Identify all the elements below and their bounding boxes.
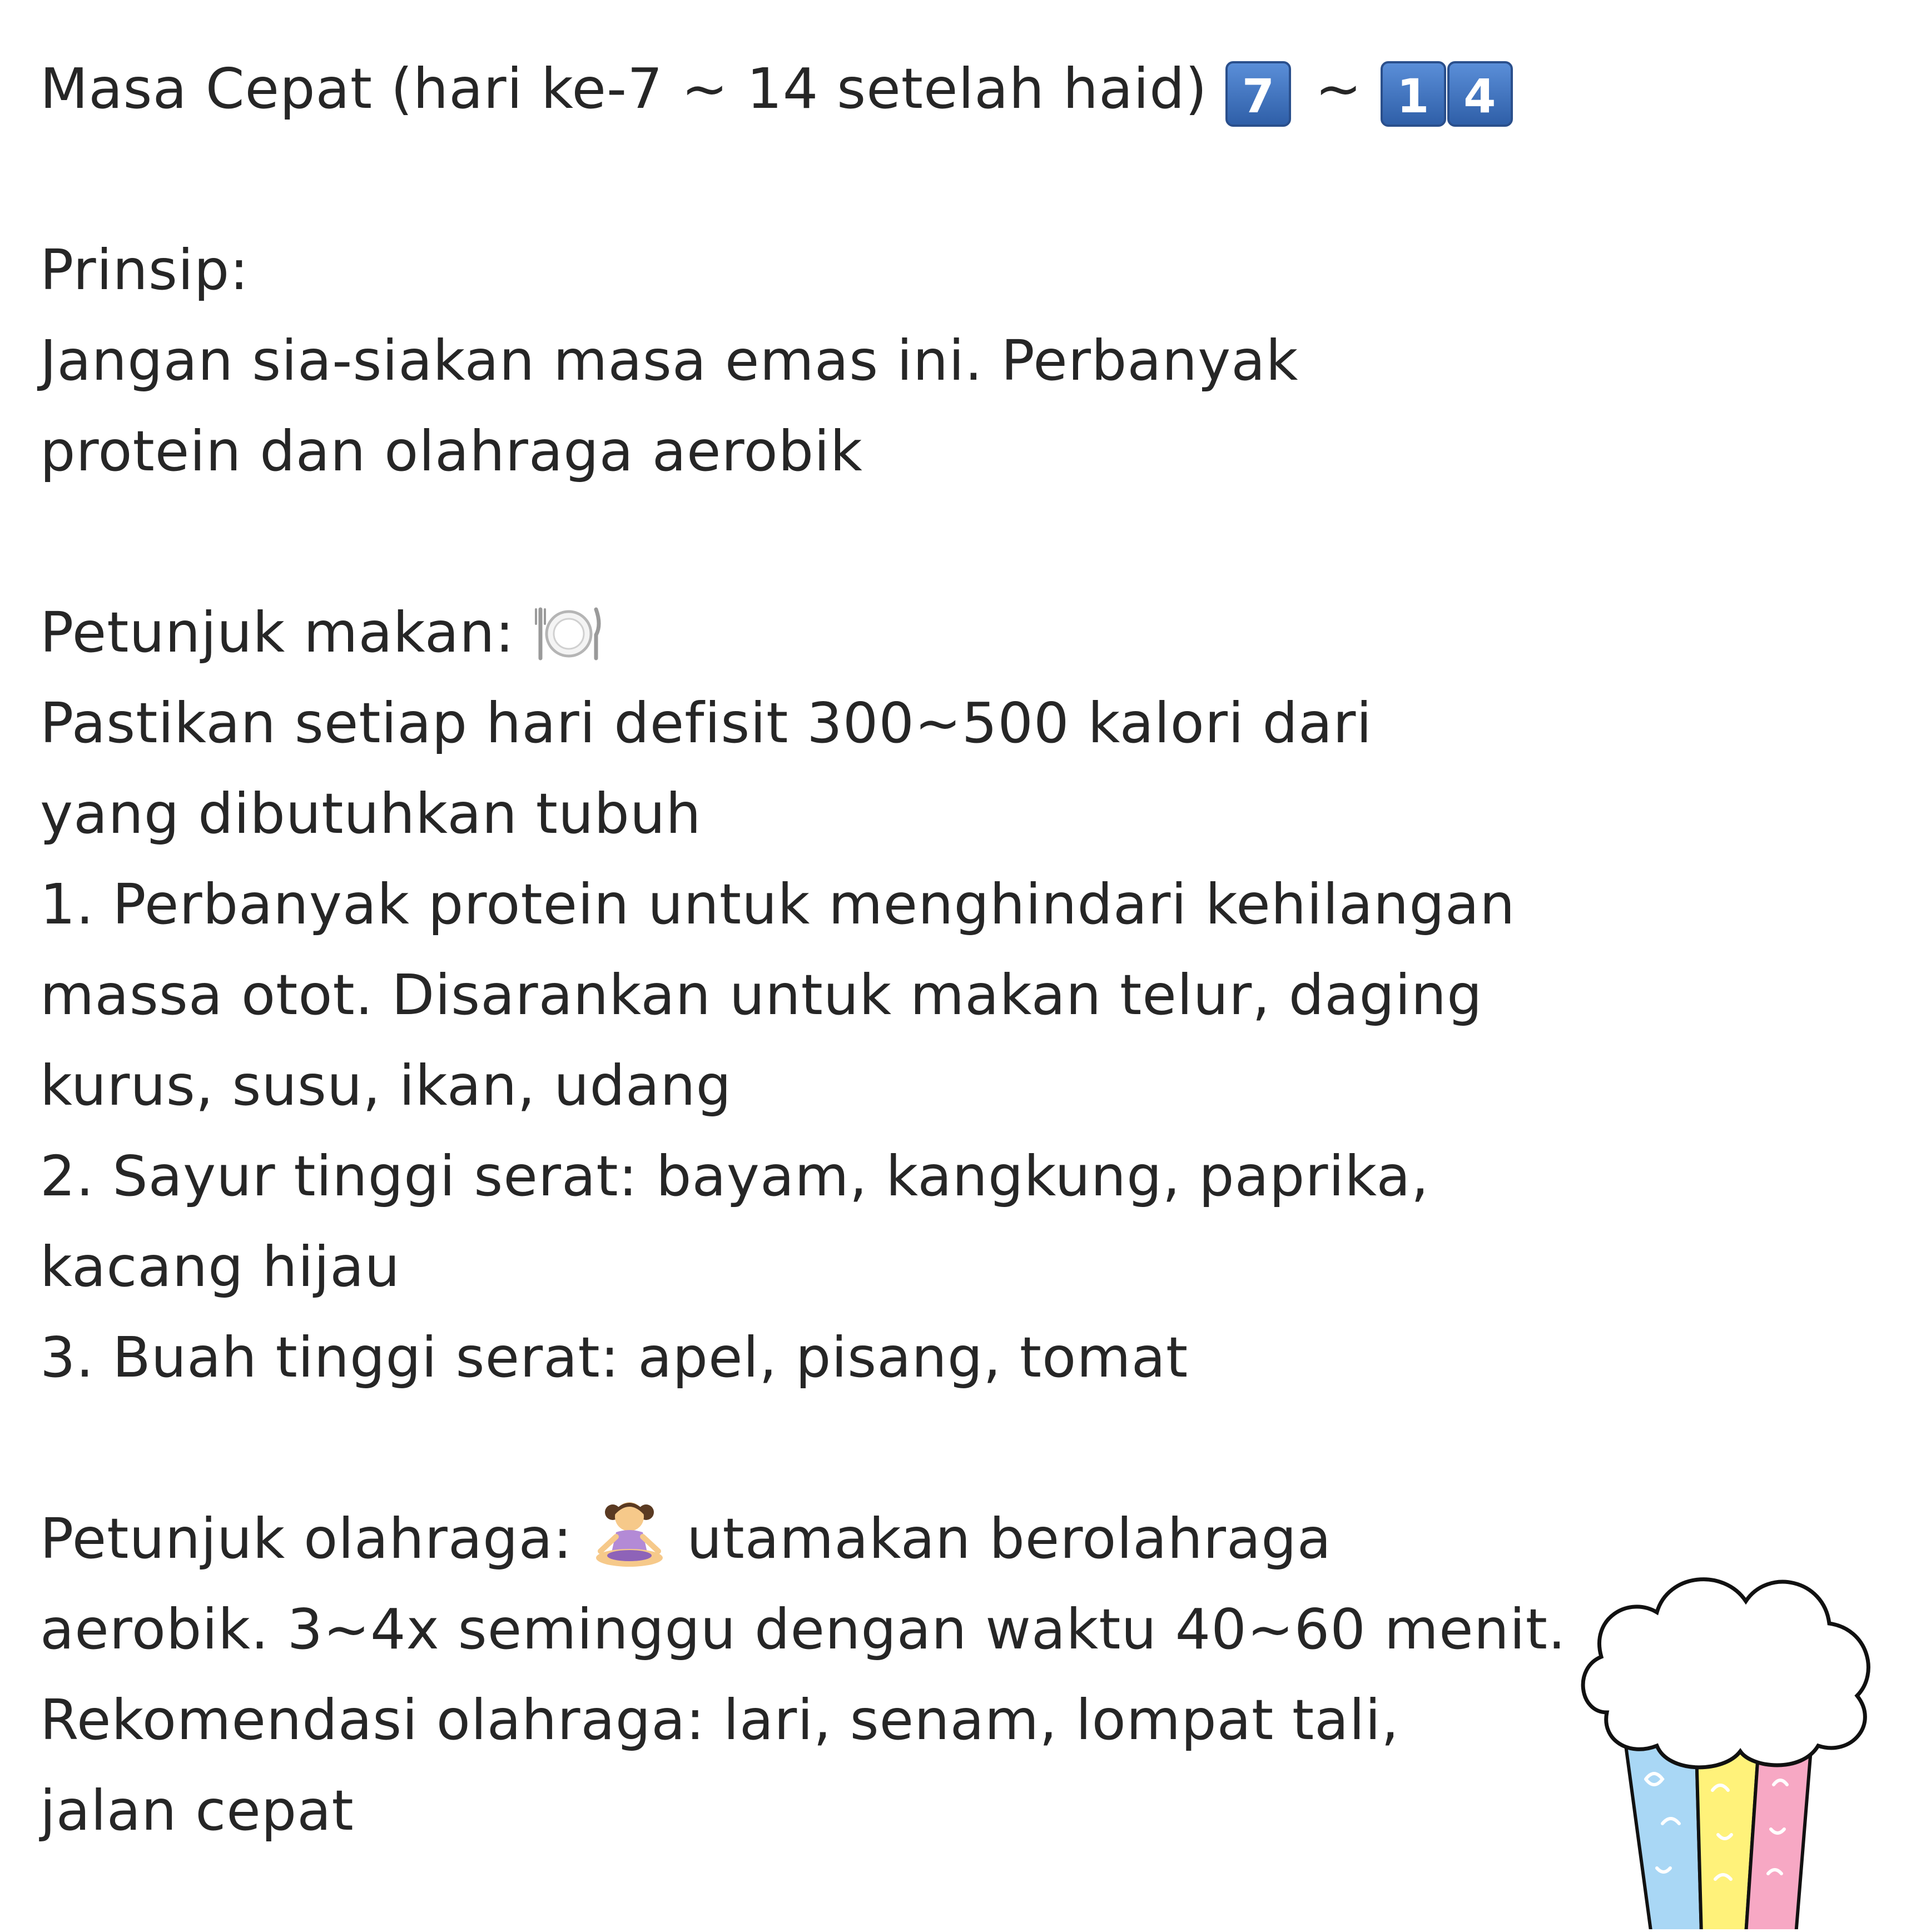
range-separator: ~ <box>1315 56 1363 121</box>
eating-line: yang dibutuhkan tubuh <box>40 781 702 846</box>
keycap-one-icon: 1 <box>1381 61 1446 127</box>
principle-line: Jangan sia-siakan masa emas ini. Perbanyak <box>40 328 1299 393</box>
eating-line: 2. Sayur tinggi serat: bayam, kangkung, paprika, <box>40 1144 1429 1209</box>
plate-cutlery-icon <box>533 599 605 690</box>
eating-line: massa otot. Disarankan untuk makan telur, daging <box>40 962 1483 1027</box>
exercise-heading-rest: utamakan berolahraga <box>687 1506 1332 1571</box>
principle-heading: Prinsip: <box>40 237 249 302</box>
eating-line: kacang hijau <box>40 1234 400 1299</box>
eating-line: Pastikan setiap hari defisit 300~500 kalori dari <box>40 691 1373 756</box>
exercise-line: jalan cepat <box>40 1778 354 1843</box>
eating-heading: Petunjuk makan: <box>40 600 515 665</box>
exercise-heading-line <box>40 1493 1764 1584</box>
exercise-line: Rekomendasi olahraga: lari, senam, lompat tali, <box>40 1687 1399 1752</box>
note-body <box>40 43 1764 1856</box>
woman-lotus-position-icon <box>590 1498 668 1596</box>
title-text: Masa Cepat (hari ke-7 ~ 14 setelah haid) <box>40 56 1208 121</box>
keycap-seven-icon: 7 <box>1225 61 1291 127</box>
eating-heading-line <box>40 587 1764 678</box>
title-line <box>40 43 1764 134</box>
cloud-rainbow-sticker <box>1568 1546 1913 1929</box>
eating-line: 3. Buah tinggi serat: apel, pisang, tomat <box>40 1325 1189 1390</box>
principle-line: protein dan olahraga aerobik <box>40 419 863 484</box>
keycap-four-icon: 4 <box>1447 61 1513 127</box>
exercise-heading: Petunjuk olahraga: <box>40 1506 573 1571</box>
exercise-line: aerobik. 3~4x seminggu dengan waktu 40~60 menit. <box>40 1597 1566 1662</box>
eating-line: kurus, susu, ikan, udang <box>40 1053 732 1118</box>
eating-line: 1. Perbanyak protein untuk menghindari kehilangan <box>40 872 1516 937</box>
